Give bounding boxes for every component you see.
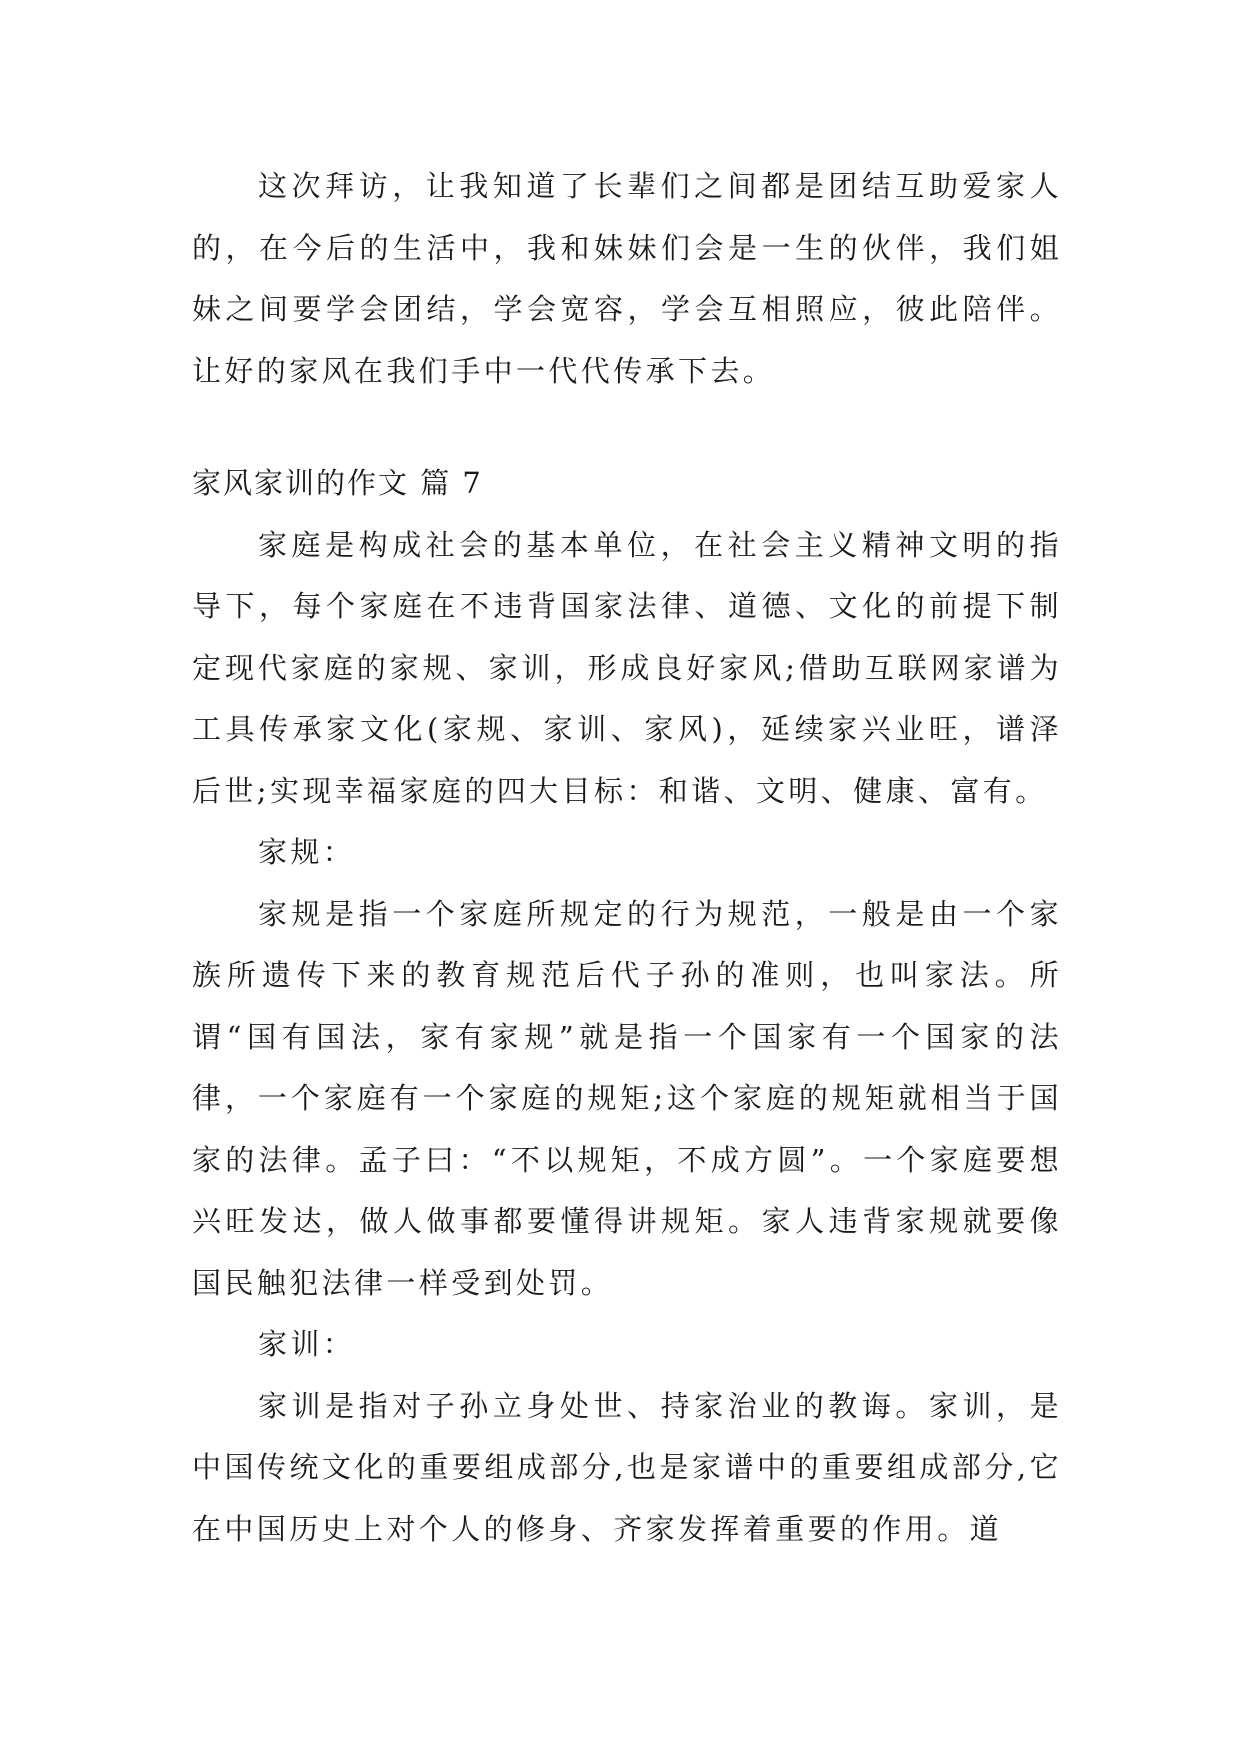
paragraph-visit-reflection: 这次拜访，让我知道了长辈们之间都是团结互助爱家人的，在今后的生活中，我和妹妹们会是一生的伙伴，我们姐妹之间要学会团结，学会宽容，学会互相照应，彼此陪伴。让好的家风在我们手中一代代传承下去。 bbox=[192, 169, 1062, 388]
subheading-family-precepts: 家训： bbox=[258, 1327, 356, 1361]
paragraph-family-precepts: 家训是指对子孙立身处世、持家治业的教诲。家训，是中国传统文化的重要组成部分,也是家谱中的重要组成部分,它在中国历史上对个人的修身、齐家发挥着重要的作用。道 bbox=[192, 1388, 1062, 1546]
paragraph-family-unit: 家庭是构成社会的基本单位，在社会主义精神文明的指导下，每个家庭在不违背国家法律、道德、文化的前提下制定现代家庭的家规、家训，形成良好家风;借助互联网家谱为工具传承家文化(家规、家训、家风)，延续家兴业旺，谱泽后世;实现幸福家庭的四大目标：和谐、文明、健康、富有。 bbox=[192, 527, 1062, 808]
paragraph-family-rules: 家规是指一个家庭所规定的行为规范，一般是由一个家族所遗传下来的教育规范后代子孙的准则，也叫家法。所谓“国有国法，家有家规”就是指一个国家有一个国家的法律，一个家庭有一个家庭的规矩;这个家庭的规矩就相当于国家的法律。孟子曰：“不以规矩，不成方圆”。一个家庭要想兴旺发达，做人做事都要懂得讲规矩。家人违背家规就要像国民触犯法律一样受到处罚。 bbox=[192, 896, 1062, 1300]
subheading-family-rules: 家规： bbox=[258, 835, 356, 869]
document-body bbox=[192, 156, 1062, 1560]
section-heading: 家风家训的作文 篇 7 bbox=[192, 466, 483, 500]
